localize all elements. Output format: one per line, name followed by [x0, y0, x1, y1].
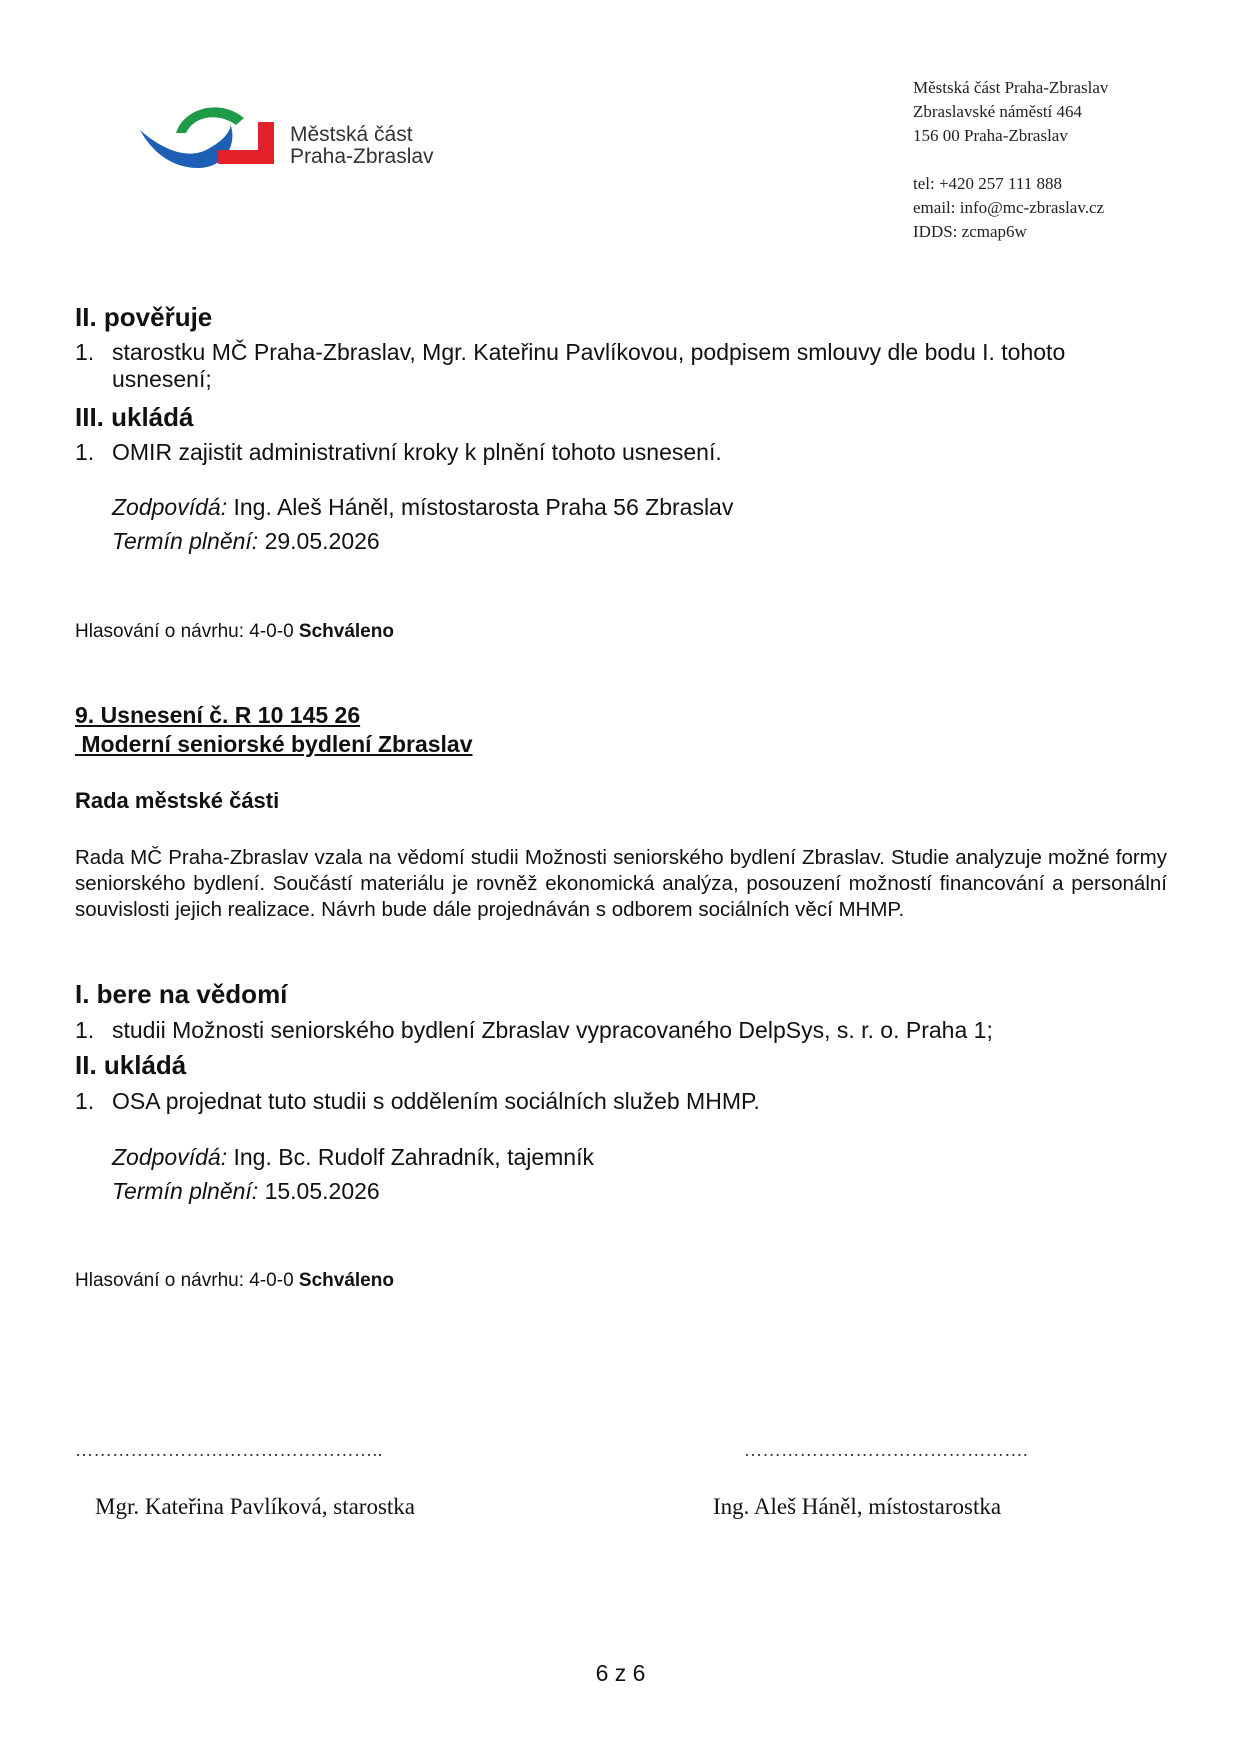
signature-line-left: ………………………………………….. — [75, 1440, 383, 1460]
vote-status: Schváleno — [298, 621, 394, 642]
logo-line1: Městská část — [290, 123, 413, 146]
signature-line-right: ………………………………………. — [744, 1440, 1029, 1460]
contact-idds: IDDS: zcmap6w — [913, 222, 1027, 241]
responsibility-block — [112, 490, 733, 558]
responsible-label: Zodpovídá: — [112, 1144, 228, 1170]
address-line: 156 00 Praha-Zbraslav — [913, 126, 1068, 145]
office-address — [913, 76, 1108, 148]
item-number: 1. — [75, 1017, 95, 1043]
vote-count: 4-0-0 — [249, 1270, 294, 1291]
item-text: starostku MČ Praha-Zbraslav, Mgr. Kateřinu Pavlíkovou, podpisem smlouvy dle bodu I. tohoto usnesení; — [112, 339, 1066, 392]
logo-text — [290, 124, 434, 168]
vote-label: Hlasování o návrhu: — [75, 621, 244, 642]
section-heading: II. pověřuje — [75, 302, 213, 332]
address-line: Zbraslavské náměstí 464 — [913, 102, 1083, 121]
deadline-label: Termín plnění: — [112, 1178, 259, 1204]
list-item — [75, 439, 1167, 466]
vote-label: Hlasování o návrhu: — [75, 1270, 244, 1291]
list-item — [75, 1017, 1167, 1044]
vote-result — [75, 1270, 394, 1292]
item-number: 1. — [75, 339, 95, 365]
resolution-number: 9. Usnesení č. R 10 145 26 — [75, 702, 361, 728]
signer-mayor: Mgr. Kateřina Pavlíková, starostka — [95, 1494, 416, 1519]
responsible-value: Ing. Aleš Háněl, místostarosta Praha 56 Zbraslav — [233, 494, 734, 520]
section-heading: II. ukládá — [75, 1050, 187, 1080]
list-item — [75, 339, 1167, 393]
vote-status: Schváleno — [298, 1270, 394, 1291]
item-text: OSA projednat tuto studii s oddělením sociálních služeb MHMP. — [112, 1088, 760, 1114]
responsible-label: Zodpovídá: — [112, 494, 228, 520]
page-number: 6 z 6 — [595, 1660, 646, 1686]
logo-mark-icon — [140, 100, 275, 170]
deadline-value: 29.05.2026 — [264, 528, 380, 554]
address-line: Městská část Praha-Zbraslav — [913, 78, 1109, 97]
section-heading: I. bere na vědomí — [75, 979, 288, 1009]
office-contacts — [913, 172, 1104, 244]
resolution-body: Rada MČ Praha-Zbraslav vzala na vědomí studii Možnosti seniorského bydlení Zbraslav. Studie analyzuje možné formy seniorského bydlení. Součástí materiálu je rovněž ekonomická analýza, posouzení možností financování a personální souvislosti jejich realizace. Návrh bude dále projednáván s odborem sociálních věcí MHMP. — [75, 846, 1167, 921]
logo-line2: Praha-Zbraslav — [290, 145, 434, 168]
item-number: 1. — [75, 439, 95, 465]
list-item — [75, 1088, 1167, 1115]
section-heading: III. ukládá — [75, 402, 194, 432]
item-number: 1. — [75, 1088, 95, 1114]
responsibility-block — [112, 1140, 594, 1208]
signer-deputy-mayor: Ing. Aleš Háněl, místostarostka — [713, 1494, 1002, 1519]
deadline-label: Termín plnění: — [112, 528, 259, 554]
item-text: OMIR zajistit administrativní kroky k plnění tohoto usnesení. — [112, 439, 722, 465]
council-label: Rada městské části — [75, 788, 280, 813]
vote-count: 4-0-0 — [249, 621, 294, 642]
resolution-title: Moderní seniorské bydlení Zbraslav — [75, 731, 473, 757]
responsible-value: Ing. Bc. Rudolf Zahradník, tajemník — [233, 1144, 594, 1170]
deadline-value: 15.05.2026 — [264, 1178, 380, 1204]
contact-email: email: info@mc-zbraslav.cz — [913, 198, 1105, 217]
contact-phone: tel: +420 257 111 888 — [913, 174, 1063, 193]
item-text: studii Možnosti seniorského bydlení Zbraslav vypracovaného DelpSys, s. r. o. Praha 1; — [112, 1017, 993, 1043]
vote-result — [75, 621, 394, 643]
